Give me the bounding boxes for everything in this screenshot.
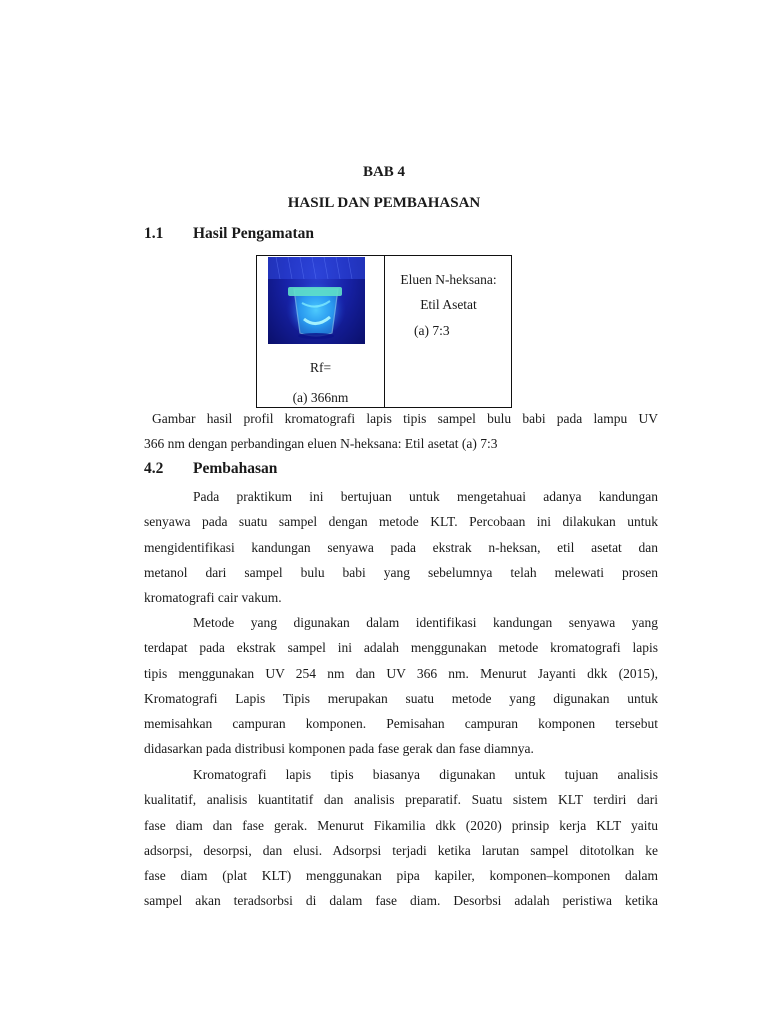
caption-line: Gambar hasil profil kromatografi lapis tipis sampel bulu babi pada lampu UV — [152, 411, 658, 426]
eluent-ratio: (a) 7:3 — [414, 323, 450, 338]
paragraph-line: memisahkan campuran komponen. Pemisahan campuran komponen tersebut — [144, 716, 658, 732]
eluent-line-2: Etil Asetat — [420, 297, 477, 312]
rf-label: Rf= — [309, 360, 332, 375]
paragraph-line: didasarkan pada distribusi komponen pada fase gerak dan fase diamnya. — [144, 741, 534, 757]
paragraph-line: adsorpsi, desorpsi, dan elusi. Adsorpsi terjadi ketika larutan sampel ditotolkan ke — [144, 842, 658, 858]
paragraph-line: mengidentifikasi kandungan senyawa pada ekstrak n-heksan, etil asetat dan — [144, 539, 658, 555]
paragraph-1 — [144, 484, 658, 610]
section-heading-hasil — [144, 225, 314, 243]
paragraph-line: Kromatografi Lapis Tipis merupakan suatu metode yang digunakan untuk — [144, 690, 658, 706]
caption-line: 366 nm dengan perbandingan eluen N-heksana: Etil asetat (a) 7:3 — [144, 436, 498, 452]
wavelength-label: (a) 366nm — [292, 390, 349, 405]
paragraph-line: metanol dari sampel bulu babi yang sebelumnya telah melewati prosen — [144, 564, 658, 580]
section-heading-pembahasan — [144, 460, 277, 478]
paragraph-2 — [144, 610, 658, 762]
paragraph-line: senyawa pada suatu sampel dengan metode KLT. Percobaan ini dilakukan untuk — [144, 514, 658, 530]
paragraph-line: fase diam dan fase gerak. Menurut Fikamilia dkk (2020) prinsip kerja KLT yaitu — [144, 817, 658, 833]
paragraph-line: Metode yang digunakan dalam identifikasi kandungan senyawa yang — [193, 615, 658, 630]
paragraph-line: kromatografi cair vakum. — [144, 590, 282, 606]
paragraph-line: fase diam (plat KLT) menggunakan pipa kapiler, komponen–komponen dalam — [144, 868, 658, 884]
paragraph-line: terdapat pada ekstrak sampel ini adalah menggunakan metode kromatografi lapis — [144, 640, 658, 656]
chapter-title: HASIL DAN PEMBAHASAN — [287, 195, 481, 211]
paragraph-line: sampel akan teradsorbsi di dalam fase diam. Desorbsi adalah peristiwa ketika — [144, 893, 658, 909]
result-table — [256, 255, 512, 408]
section-title: Hasil Pengamatan — [193, 225, 314, 242]
paragraph-3 — [144, 762, 658, 914]
section-number: 4.2 — [144, 460, 164, 477]
chapter-label: BAB 4 — [362, 164, 406, 180]
paragraph-line: Kromatografi lapis tipis biasanya digunakan untuk tujuan analisis — [193, 767, 658, 782]
tlc-plate-photo — [268, 257, 365, 344]
section-title: Pembahasan — [193, 460, 278, 477]
paragraph-line: Pada praktikum ini bertujuan untuk mengetahuai adanya kandungan — [193, 489, 658, 504]
eluent-line-1: Eluen N-heksana: — [400, 272, 497, 287]
section-number: 1.1 — [144, 225, 164, 242]
uv-vial-image — [268, 257, 365, 344]
paragraph-line: kualitatif, analisis kuantitatif dan analisis preparatif. Suatu sistem KLT terdiri dari — [144, 792, 658, 808]
paragraph-line: tipis menggunakan UV 254 nm dan UV 366 nm. Menurut Jayanti dkk (2015), — [144, 665, 658, 681]
figure-caption — [144, 406, 658, 457]
